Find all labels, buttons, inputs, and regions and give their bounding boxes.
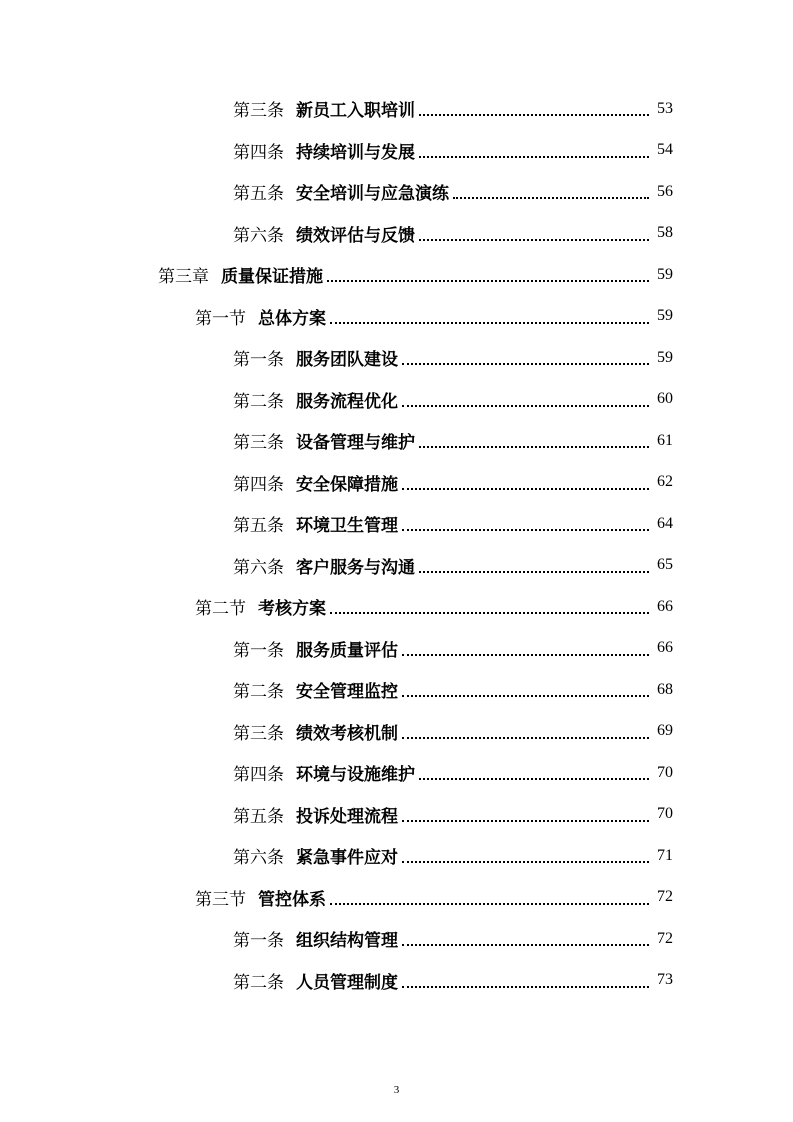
toc-entry-title: 服务质量评估 — [296, 640, 398, 661]
toc-entry-title: 安全保障措施 — [296, 474, 398, 495]
toc-entry-title: 绩效评估与反馈 — [296, 225, 415, 246]
toc-entry-title: 环境与设施维护 — [296, 765, 415, 786]
dot-leader — [402, 694, 649, 697]
toc-entry-page: 56 — [657, 182, 673, 200]
toc-entry[interactable] — [0, 420, 793, 462]
toc-entry-page: 68 — [657, 680, 673, 698]
toc-entry-page: 58 — [657, 224, 673, 242]
page-number-footer — [0, 1084, 793, 1096]
dot-leader — [419, 113, 649, 116]
toc-entry-number: 第一条 — [233, 931, 284, 952]
toc-entry[interactable] — [0, 88, 793, 130]
toc-entry-number: 第五条 — [233, 184, 284, 205]
toc-entry-number: 第三章 — [158, 267, 209, 288]
toc-entry-number: 第三条 — [233, 723, 284, 744]
dot-leader — [419, 238, 649, 241]
toc-entry-number: 第二条 — [233, 682, 284, 703]
toc-entry-section[interactable] — [0, 296, 793, 338]
dot-leader — [419, 155, 649, 158]
dot-leader — [419, 445, 649, 448]
toc-entry-page: 66 — [657, 639, 673, 657]
toc-entry[interactable] — [0, 130, 793, 172]
dot-leader — [402, 487, 649, 490]
toc-entry-number: 第三条 — [233, 101, 284, 122]
toc-entry-page: 61 — [657, 431, 673, 449]
toc-entry-page: 70 — [657, 763, 673, 781]
dot-leader — [330, 321, 649, 324]
toc-entry[interactable] — [0, 337, 793, 379]
toc-entry-page: 59 — [657, 348, 673, 366]
toc-entry-title: 环境卫生管理 — [296, 516, 398, 537]
dot-leader — [330, 902, 649, 905]
toc-entry-title: 紧急事件应对 — [296, 848, 398, 869]
dot-leader — [419, 777, 649, 780]
toc-entry[interactable] — [0, 628, 793, 670]
toc-entry[interactable] — [0, 462, 793, 504]
toc-entry-number: 第六条 — [233, 557, 284, 578]
toc-entry-page: 54 — [657, 141, 673, 159]
toc-entry-page: 53 — [657, 99, 673, 117]
toc-entry-title: 人员管理制度 — [296, 972, 398, 993]
dot-leader — [330, 611, 649, 614]
toc-entry[interactable] — [0, 794, 793, 836]
toc-entry[interactable] — [0, 918, 793, 960]
toc-entry-chapter[interactable] — [0, 254, 793, 296]
toc-entry[interactable] — [0, 835, 793, 877]
toc-entry-page: 59 — [657, 265, 673, 283]
toc-entry-page: 71 — [657, 846, 673, 864]
toc-entry-page: 60 — [657, 390, 673, 408]
toc-entry-number: 第二节 — [195, 599, 246, 620]
toc-entry-number: 第一条 — [233, 640, 284, 661]
toc-entry-page: 70 — [657, 805, 673, 823]
dot-leader — [402, 653, 649, 656]
toc-entry-page: 73 — [657, 971, 673, 989]
toc-entry-page: 64 — [657, 514, 673, 532]
toc-entry-page: 66 — [657, 597, 673, 615]
toc-entry-title: 组织结构管理 — [296, 931, 398, 952]
toc-entry-title: 投诉处理流程 — [296, 806, 398, 827]
table-of-contents — [0, 88, 793, 1001]
toc-entry-title: 安全培训与应急演练 — [296, 184, 449, 205]
dot-leader — [402, 860, 649, 863]
toc-entry-title: 考核方案 — [258, 599, 326, 620]
dot-leader — [402, 985, 649, 988]
toc-entry-number: 第四条 — [233, 142, 284, 163]
toc-entry[interactable] — [0, 503, 793, 545]
page-number: 3 — [393, 1084, 400, 1096]
toc-entry-title: 设备管理与维护 — [296, 433, 415, 454]
toc-entry-page: 72 — [657, 929, 673, 947]
toc-entry-title: 质量保证措施 — [221, 267, 323, 288]
dot-leader — [402, 362, 649, 365]
toc-entry-page: 72 — [657, 888, 673, 906]
toc-entry-number: 第二条 — [233, 391, 284, 412]
dot-leader — [402, 819, 649, 822]
toc-entry-title: 客户服务与沟通 — [296, 557, 415, 578]
dot-leader — [453, 196, 649, 199]
toc-entry-number: 第五条 — [233, 516, 284, 537]
toc-entry-number: 第一节 — [195, 308, 246, 329]
toc-entry-number: 第三条 — [233, 433, 284, 454]
dot-leader — [402, 943, 649, 946]
toc-entry-section[interactable] — [0, 877, 793, 919]
toc-entry[interactable] — [0, 545, 793, 587]
toc-entry-title: 新员工入职培训 — [296, 101, 415, 122]
toc-entry-title: 安全管理监控 — [296, 682, 398, 703]
toc-entry-section[interactable] — [0, 586, 793, 628]
dot-leader — [402, 528, 649, 531]
toc-entry-number: 第五条 — [233, 806, 284, 827]
toc-entry-number: 第二条 — [233, 972, 284, 993]
toc-entry-page: 69 — [657, 722, 673, 740]
toc-entry-number: 第一条 — [233, 350, 284, 371]
dot-leader — [402, 736, 649, 739]
toc-entry[interactable] — [0, 711, 793, 753]
toc-entry-page: 65 — [657, 556, 673, 574]
toc-entry[interactable] — [0, 752, 793, 794]
toc-entry-number: 第六条 — [233, 225, 284, 246]
toc-entry-title: 管控体系 — [258, 889, 326, 910]
toc-entry-page: 59 — [657, 307, 673, 325]
toc-entry-number: 第三节 — [195, 889, 246, 910]
toc-entry-page: 62 — [657, 473, 673, 491]
toc-entry-title: 总体方案 — [258, 308, 326, 329]
toc-entry[interactable] — [0, 379, 793, 421]
toc-entry-title: 服务流程优化 — [296, 391, 398, 412]
dot-leader — [402, 404, 649, 407]
toc-entry-number: 第四条 — [233, 474, 284, 495]
dot-leader — [327, 279, 649, 282]
toc-entry[interactable] — [0, 669, 793, 711]
toc-entry[interactable] — [0, 960, 793, 1002]
toc-entry[interactable] — [0, 213, 793, 255]
toc-entry-number: 第六条 — [233, 848, 284, 869]
toc-entry-number: 第四条 — [233, 765, 284, 786]
toc-entry[interactable] — [0, 171, 793, 213]
toc-entry-title: 绩效考核机制 — [296, 723, 398, 744]
toc-entry-title: 持续培训与发展 — [296, 142, 415, 163]
dot-leader — [419, 570, 649, 573]
toc-entry-title: 服务团队建设 — [296, 350, 398, 371]
